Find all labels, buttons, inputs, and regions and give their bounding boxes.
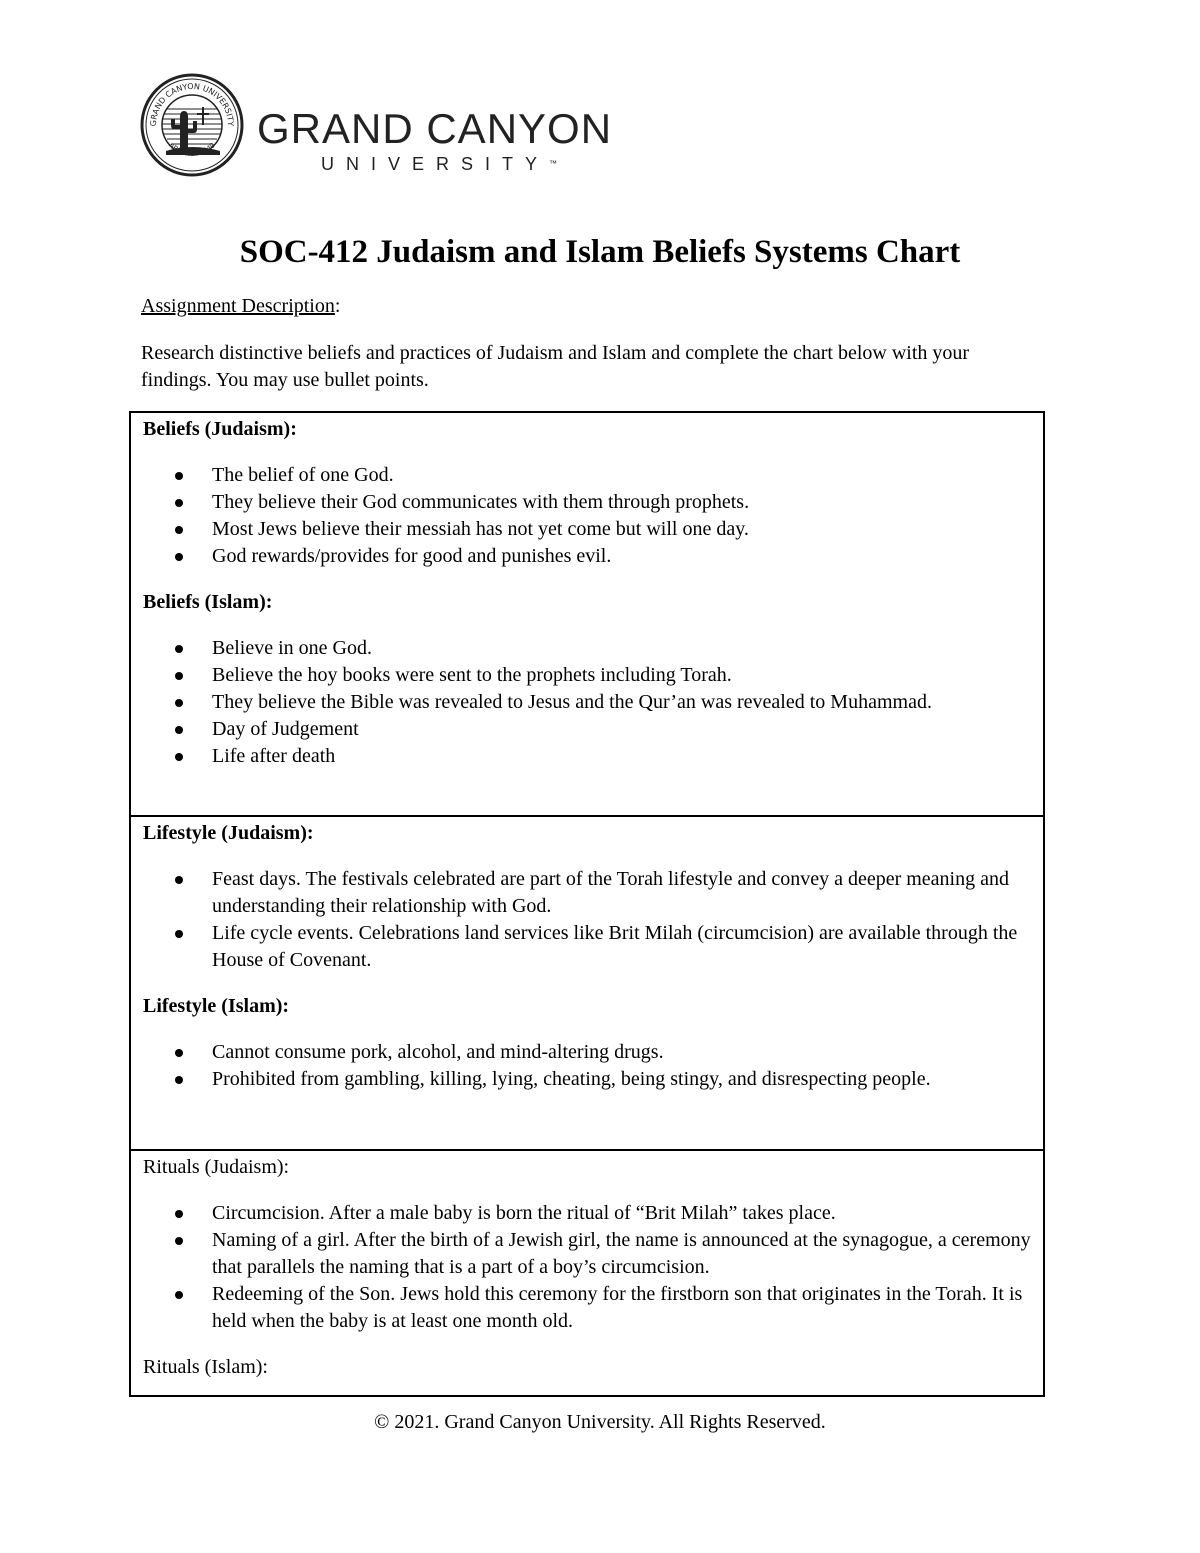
beliefs-judaism-list	[143, 462, 1031, 570]
list-item: Believe in one God.	[212, 635, 1031, 662]
description-label-colon: :	[334, 295, 341, 317]
document-title: SOC-412 Judaism and Islam Beliefs Systems Chart	[239, 234, 961, 270]
university-seal-icon	[140, 73, 245, 178]
list-item: The belief of one God.	[212, 462, 1031, 489]
brand-sub-text: UNIVERSITY	[321, 154, 550, 174]
rituals-judaism-heading: Rituals (Judaism):	[143, 1156, 290, 1178]
trademark-symbol: ™	[549, 159, 558, 168]
list-item: Naming of a girl. After the birth of a Jewish girl, the name is announced at the synagogue, a ceremony that parallels the naming that is a part of a boy’s circumcision.	[212, 1227, 1031, 1281]
description-label-text: Assignment Description	[141, 295, 335, 317]
list-item: Life cycle events. Celebrations land services like Brit Milah (circumcision) are available through the House of Covenant.	[212, 920, 1031, 974]
rituals-judaism-list	[143, 1200, 1031, 1335]
list-item: Redeeming of the Son. Jews hold this ceremony for the firstborn son that originates in the Torah. It is held when the baby is at least one month old.	[212, 1281, 1031, 1335]
assignment-description: Research distinctive beliefs and practices of Judaism and Islam and complete the chart below with your findings. You may use bullet points.	[141, 342, 970, 391]
list-item: Day of Judgement	[212, 716, 1031, 743]
lifestyle-islam-heading: Lifestyle (Islam):	[143, 995, 290, 1017]
lifestyle-judaism-heading: Lifestyle (Judaism):	[143, 822, 314, 844]
rituals-cell	[131, 1151, 1043, 1395]
list-item: Cannot consume pork, alcohol, and mind-altering drugs.	[212, 1039, 1031, 1066]
beliefs-chart-table	[129, 411, 1045, 1397]
list-item: Prohibited from gambling, killing, lying, cheating, being stingy, and disrespecting people.	[212, 1066, 1031, 1093]
description-label	[141, 293, 340, 319]
list-item: God rewards/provides for good and punishes evil.	[212, 543, 1031, 570]
seal-bottom-text: ARIZONA 1949	[167, 141, 217, 158]
beliefs-islam-list	[143, 635, 1031, 770]
list-item: Circumcision. After a male baby is born the ritual of “Brit Milah” takes place.	[212, 1200, 1031, 1227]
list-item: Feast days. The festivals celebrated are part of the Torah lifestyle and convey a deeper meaning and understanding their relationship with God.	[212, 866, 1031, 920]
lifestyle-judaism-list	[143, 866, 1031, 974]
list-item: Most Jews believe their messiah has not yet come but will one day.	[212, 516, 1031, 543]
beliefs-judaism-heading: Beliefs (Judaism):	[143, 418, 297, 440]
beliefs-cell	[131, 413, 1043, 817]
lifestyle-cell	[131, 817, 1043, 1151]
brand-name: GRAND CANYON	[257, 105, 613, 152]
list-item: Life after death	[212, 743, 1031, 770]
copyright-footer: © 2021. Grand Canyon University. All Rights Reserved.	[374, 1411, 826, 1433]
list-item: Believe the hoy books were sent to the prophets including Torah.	[212, 662, 1031, 689]
brand-subtitle	[321, 154, 557, 174]
beliefs-islam-heading: Beliefs (Islam):	[143, 591, 273, 613]
university-logo	[140, 70, 620, 180]
seal-top-text: GRAND CANYON UNIVERSITY	[148, 81, 236, 127]
rituals-islam-heading: Rituals (Islam):	[143, 1356, 268, 1378]
list-item: They believe the Bible was revealed to Jesus and the Qur’an was revealed to Muhammad.	[212, 689, 1031, 716]
lifestyle-islam-list	[143, 1039, 1031, 1093]
list-item: They believe their God communicates with them through prophets.	[212, 489, 1031, 516]
